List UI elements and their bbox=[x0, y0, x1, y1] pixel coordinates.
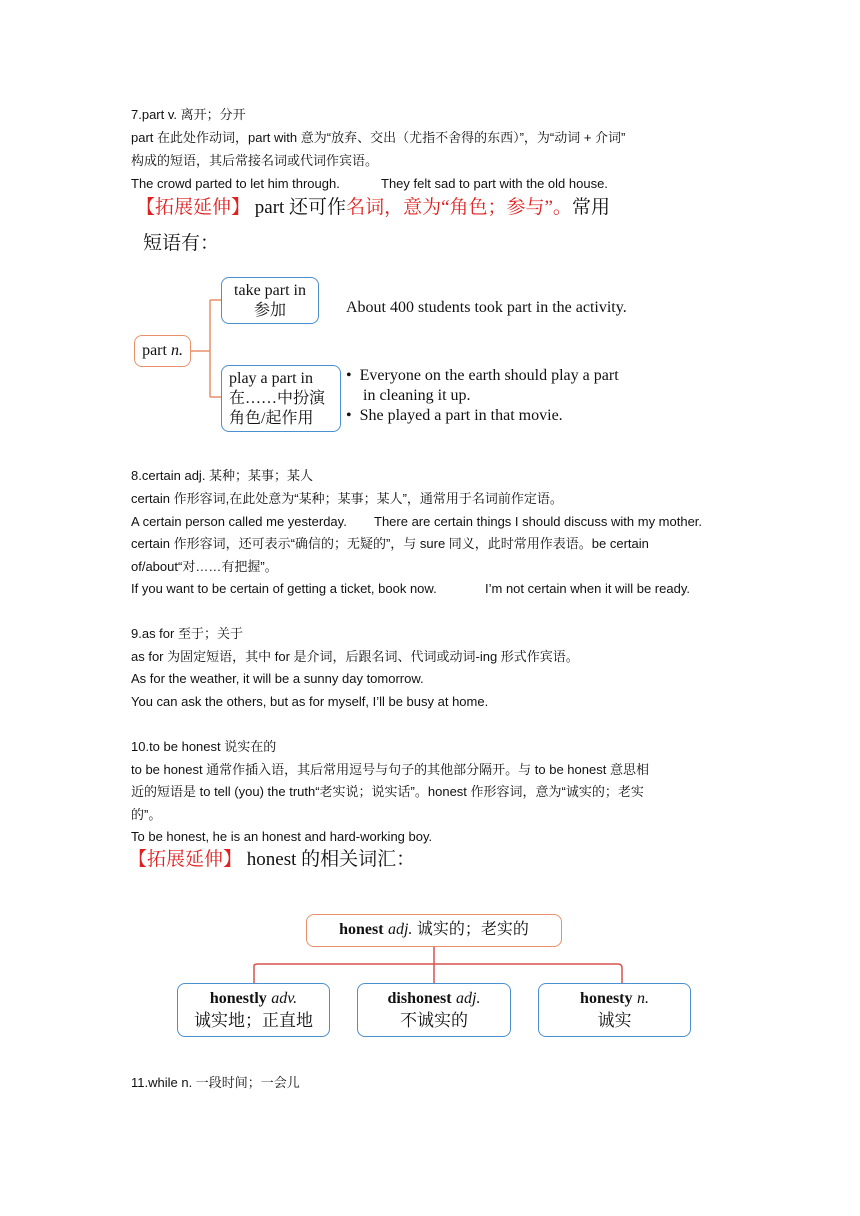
play-a-part-in-cn2: 角色/起作用 bbox=[229, 410, 314, 427]
section-9-explanation: as for 为固定短语，其中 for 是介词，后跟名词、代词或动词-ing 形式作宾语。 bbox=[131, 649, 579, 664]
section-8-heading: 8.certain adj. 某种；某事；某人 bbox=[131, 468, 314, 483]
extension-tag-2: 【拓展延伸】 bbox=[128, 849, 243, 870]
honest-root-word: honest bbox=[339, 921, 384, 938]
honest-root-pos: adj. bbox=[387, 921, 413, 938]
part-noun-word: part bbox=[142, 342, 167, 359]
extension-text-a: part 还可作 bbox=[250, 197, 347, 218]
section-8-explanation-line1: certain 作形容词,在此处意为“某种；某事；某人”，通常用于名词前作定语。 bbox=[131, 491, 563, 506]
section-10-extension bbox=[128, 848, 415, 872]
take-part-in-cn: 参加 bbox=[253, 302, 286, 319]
honestly-cn: 诚实地；正直地 bbox=[194, 1011, 313, 1030]
section-8-explanation-line3: of/about“对……有把握”。 bbox=[131, 559, 278, 574]
part-noun-pos: n. bbox=[170, 342, 183, 359]
section-7-explanation-line1: part 在此处作动词，part with 意为“放弃、交出（尤指不舍得的东西）”，为“动词 + 介词” bbox=[131, 130, 626, 145]
play-a-part-example-2: She played a part in that movie. bbox=[359, 407, 563, 424]
section-9-heading: 9.as for 至于；关于 bbox=[131, 626, 243, 641]
section-8-example-1: A certain person called me yesterday. bbox=[131, 514, 347, 529]
extension-tag: 【拓展延伸】 bbox=[136, 197, 251, 218]
section-10-explanation-line2: 近的短语是 to tell (you) the truth“老实说；说实话”。honest 作形容词，意为“诚实的；老实 bbox=[131, 784, 644, 799]
honesty-word: honesty bbox=[580, 990, 633, 1007]
take-part-in-en: take part in bbox=[234, 282, 306, 299]
extension-text-b: 名词，意为“角色；参与”。 bbox=[346, 197, 572, 218]
play-a-part-in-examples bbox=[346, 366, 619, 426]
play-a-part-example-1b: in cleaning it up. bbox=[363, 387, 471, 404]
honestly-box bbox=[177, 983, 330, 1037]
dishonest-pos: adj. bbox=[456, 990, 481, 1007]
honestly-pos: adv. bbox=[271, 990, 298, 1007]
section-10-explanation-line1: to be honest 通常作插入语，其后常用逗号与句子的其他部分隔开。与 to be honest 意思相 bbox=[131, 762, 649, 777]
section-9-example-1: As for the weather, it will be a sunny day tomorrow. bbox=[131, 671, 424, 686]
section-7-example-1: The crowd parted to let him through. bbox=[131, 176, 340, 191]
section-7-extension-line2: 短语有： bbox=[143, 233, 220, 254]
bullet-1: • bbox=[346, 367, 352, 384]
honest-root-box bbox=[306, 914, 562, 947]
section-10-explanation-line3: 的”。 bbox=[131, 807, 162, 822]
section-9-example-2: You can ask the others, but as for myself, I’ll be busy at home. bbox=[131, 694, 489, 709]
section-7-example-2: They felt sad to part with the old house. bbox=[381, 176, 608, 191]
section-8-example-3: If you want to be certain of getting a ticket, book now. bbox=[131, 581, 437, 596]
section-8-example-2: There are certain things I should discuss with my mother. bbox=[374, 514, 703, 529]
honesty-pos: n. bbox=[636, 990, 649, 1007]
play-a-part-in-en: play a part in bbox=[229, 370, 313, 387]
honesty-box bbox=[538, 983, 691, 1037]
honest-root-cn: 诚实的；老实的 bbox=[416, 921, 529, 938]
section-10-example-1: To be honest, he is an honest and hard-working boy. bbox=[131, 829, 433, 844]
section-8-example-4: I’m not certain when it will be ready. bbox=[485, 581, 690, 596]
section-8-explanation-line2: certain 作形容词，还可表示“确信的；无疑的”，与 sure 同义，此时常用作表语。be certain bbox=[131, 536, 649, 551]
extension-text-c: 常用 bbox=[571, 197, 610, 218]
play-a-part-in-box bbox=[221, 365, 341, 432]
section-7-heading: 7.part v. 离开；分开 bbox=[131, 107, 246, 122]
honesty-cn: 诚实 bbox=[597, 1011, 632, 1030]
part-noun-box bbox=[134, 335, 191, 367]
bullet-2: • bbox=[346, 407, 352, 424]
dishonest-word: dishonest bbox=[387, 990, 452, 1007]
dishonest-box bbox=[357, 983, 511, 1037]
play-a-part-in-cn1: 在……中扮演 bbox=[229, 390, 326, 407]
section-11-heading: 11.while n. 一段时间；一会儿 bbox=[131, 1075, 300, 1090]
take-part-in-example: About 400 students took part in the activity. bbox=[346, 299, 627, 316]
take-part-in-box bbox=[221, 277, 319, 324]
honestly-word: honestly bbox=[209, 990, 267, 1007]
section-7-explanation-line2: 构成的短语，其后常接名词或代词作宾语。 bbox=[131, 153, 379, 168]
section-10-heading: 10.to be honest 说实在的 bbox=[131, 739, 277, 754]
extension-text-honest: honest 的相关词汇： bbox=[242, 849, 416, 870]
dishonest-cn: 不诚实的 bbox=[400, 1011, 468, 1030]
play-a-part-example-1a: Everyone on the earth should play a part bbox=[359, 367, 619, 384]
